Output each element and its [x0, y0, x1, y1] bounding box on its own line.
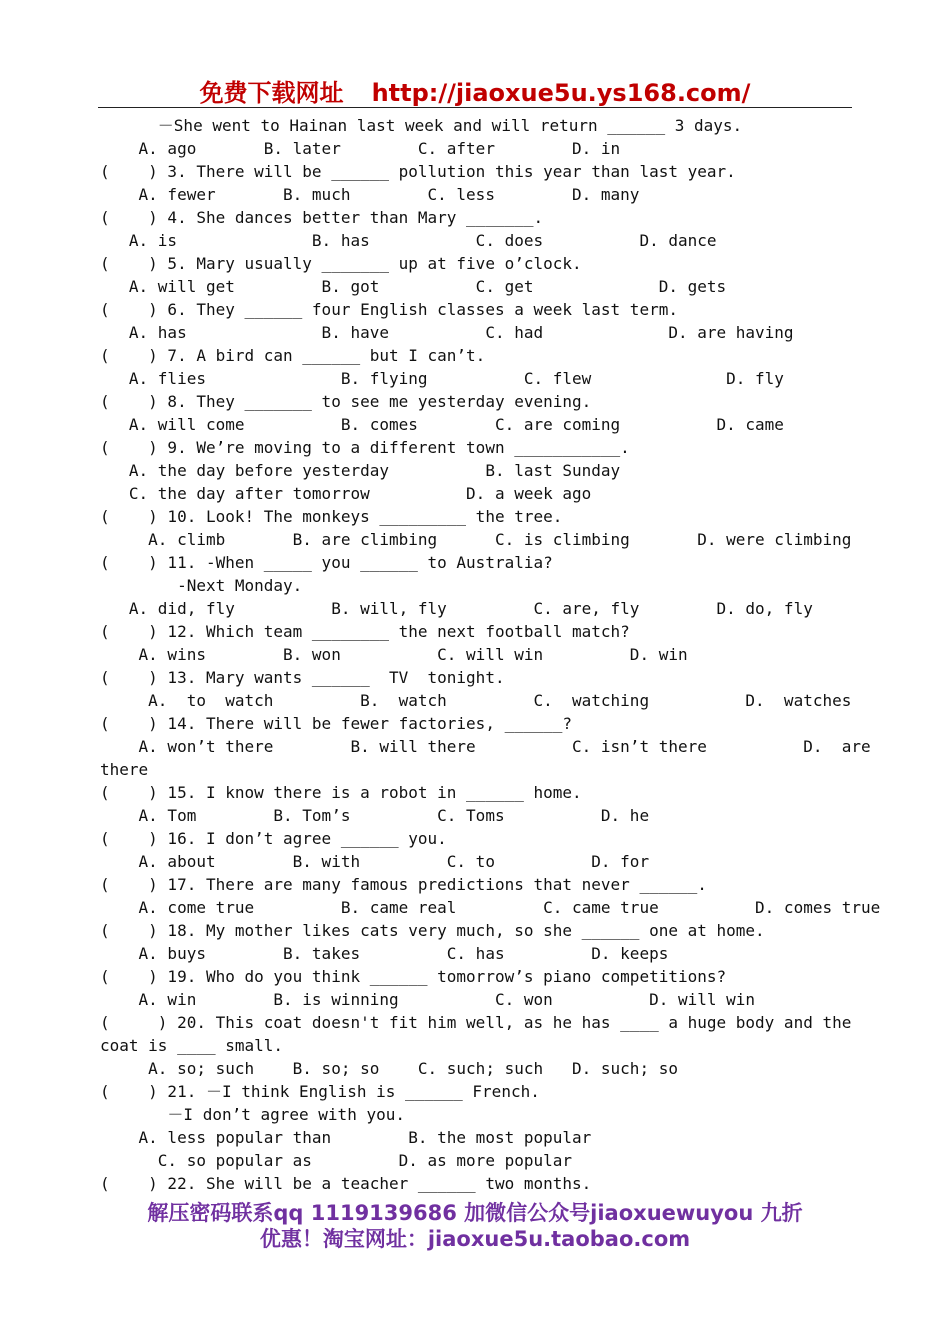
exercise-line: ( ) 10. Look! The monkeys _________ the tree.	[100, 507, 563, 526]
exercise-line: －I don’t agree with you.	[100, 1105, 405, 1124]
exercise-line: C. the day after tomorrow D. a week ago	[100, 484, 592, 503]
exercise-line: A. to watch B. watch C. watching D. watches	[100, 691, 852, 710]
exercise-line: A. fewer B. much C. less D. many	[100, 185, 640, 204]
exercise-line: A. win B. is winning C. won D. will win	[100, 990, 756, 1009]
exercise-line: ( ) 7. A bird can ______ but I can’t.	[100, 346, 486, 365]
exercise-line: A. will come B. comes C. are coming D. came	[100, 415, 784, 434]
footer-contact-line: 解压密码联系qq 1119139686 加微信公众号jiaoxuewuyou 九折	[147, 1201, 803, 1225]
exercise-line: A. less popular than B. the most popular	[100, 1128, 592, 1147]
exercise-line: A. buys B. takes C. has D. keeps	[100, 944, 669, 963]
header-url-link[interactable]: http://jiaoxue5u.ys168.com/	[371, 79, 751, 107]
exercise-line: ( ) 3. There will be ______ pollution this year than last year.	[100, 162, 736, 181]
download-site-header	[0, 78, 950, 108]
exercise-line: ( ) 14. There will be fewer factories, ______?	[100, 714, 573, 733]
exercise-line: A. climb B. are climbing C. is climbing D. were climbing	[100, 530, 852, 549]
header-divider	[98, 107, 852, 108]
exercise-line: A. so; such B. so; so C. such; such D. such; so	[100, 1059, 678, 1078]
exercise-line: A. won’t there B. will there C. isn’t there D. are	[100, 737, 871, 756]
exercise-line: ( ) 15. I know there is a robot in ______ home.	[100, 783, 582, 802]
exercise-line: A. has B. have C. had D. are having	[100, 323, 794, 342]
exercise-line: coat is ____ small.	[100, 1036, 284, 1055]
exercise-line: ( ) 19. Who do you think ______ tomorrow’s piano competitions?	[100, 967, 727, 986]
footer-shop-line: 优惠！淘宝网址：jiaoxue5u.taobao.com	[259, 1227, 691, 1251]
exercise-line: ( ) 5. Mary usually _______ up at five o’clock.	[100, 254, 582, 273]
header-label: 免费下载网址	[199, 79, 344, 107]
exercise-line: C. so popular as D. as more popular	[100, 1151, 573, 1170]
exercise-line: ( ) 17. There are many famous predictions that never ______.	[100, 875, 707, 894]
exercise-line: A. will get B. got C. get D. gets	[100, 277, 727, 296]
exercise-line: -Next Monday.	[100, 576, 303, 595]
exercise-line: ( ) 13. Mary wants ______ TV tonight.	[100, 668, 505, 687]
exercise-content	[100, 114, 881, 1195]
exercise-line: ( ) 8. They _______ to see me yesterday evening.	[100, 392, 592, 411]
exercise-line: ( ) 6. They ______ four English classes a week last term.	[100, 300, 678, 319]
exercise-line: A. Tom B. Tom’s C. Toms D. he	[100, 806, 650, 825]
exercise-line: A. is B. has C. does D. dance	[100, 231, 717, 250]
exercise-line: ( ) 18. My mother likes cats very much, so she ______ one at home.	[100, 921, 765, 940]
exercise-line: ( ) 11. -When _____ you ______ to Australia?	[100, 553, 553, 572]
exercise-line: ( ) 16. I don’t agree ______ you.	[100, 829, 447, 848]
exercise-line: A. the day before yesterday B. last Sunday	[100, 461, 621, 480]
exercise-line: A. ago B. later C. after D. in	[100, 139, 621, 158]
exercise-line: there	[100, 760, 149, 779]
exercise-line: A. did, fly B. will, fly C. are, fly D. do, fly	[100, 599, 813, 618]
exercise-line: ( ) 12. Which team ________ the next football match?	[100, 622, 630, 641]
exercise-line: A. wins B. won C. will win D. win	[100, 645, 688, 664]
exercise-line: ( ) 22. She will be a teacher ______ two months.	[100, 1174, 592, 1193]
exercise-line: ( ) 21. －I think English is ______ French.	[100, 1082, 540, 1101]
exercise-line: A. come true B. came real C. came true D. comes true	[100, 898, 881, 917]
exercise-line: ( ) 9. We’re moving to a different town ___________.	[100, 438, 630, 457]
exercise-line: ( ) 4. She dances better than Mary _______.	[100, 208, 544, 227]
exercise-line: －She went to Hainan last week and will return ______ 3 days.	[100, 116, 743, 135]
exercise-line: A. about B. with C. to D. for	[100, 852, 650, 871]
exercise-line: A. flies B. flying C. flew D. fly	[100, 369, 784, 388]
exercise-line: ( ) 20. This coat doesn't fit him well, as he has ____ a huge body and the	[100, 1013, 852, 1032]
